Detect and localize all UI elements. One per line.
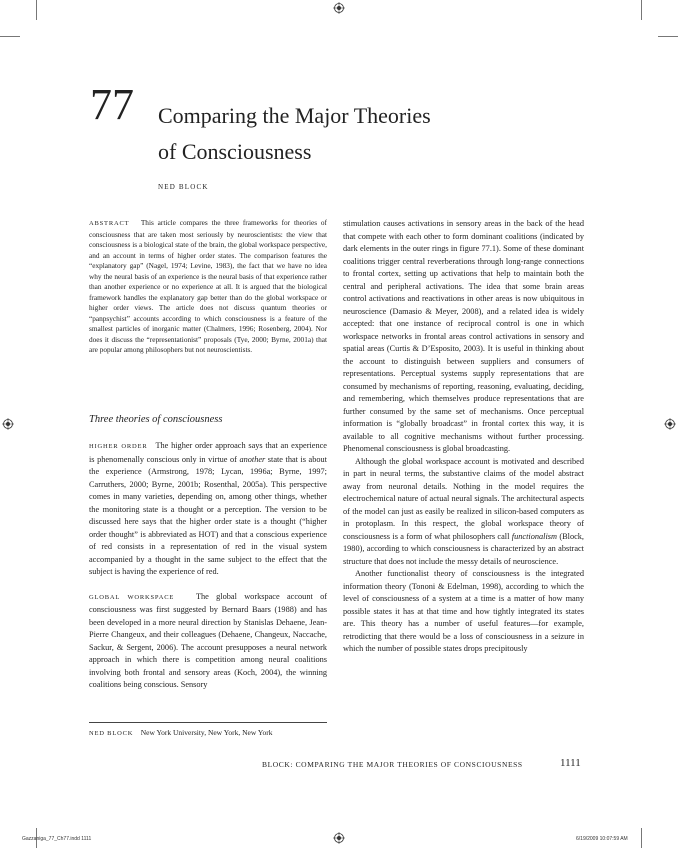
registration-mark-icon bbox=[664, 418, 676, 430]
right-paragraph-3: Another functionalist theory of consciousness is the integrated information theory (Tononi & Edelman, 1998), according to which the level of consciousness of a system at a time is a matter of how many possible states it has at that time and how tightly integrated its states are. This theory has a number of useful features—for example, retrodicting that there would be a loss of consciousness in a seizure in which the number of possible states drops precipitously bbox=[343, 569, 584, 653]
left-column bbox=[89, 218, 327, 692]
right-paragraph-2-emphasis: functionalism bbox=[511, 531, 557, 541]
footnote-rule bbox=[89, 722, 327, 723]
higher-order-paragraph bbox=[89, 440, 327, 579]
abstract-label: ABSTRACT bbox=[89, 220, 130, 227]
registration-mark-icon bbox=[2, 418, 14, 430]
abstract bbox=[89, 218, 327, 356]
higher-order-text-a: The higher order approach says that an experience is phenomenally conscious only in virtue of bbox=[89, 441, 327, 464]
registration-mark-icon bbox=[333, 832, 345, 844]
page-number: 1111 bbox=[560, 757, 581, 769]
higher-order-emphasis: another bbox=[239, 454, 266, 464]
author-name: NED BLOCK bbox=[158, 183, 209, 191]
abstract-text: This article compares the three frameworks for theories of consciousness that are taken most seriously by neuroscientists: the view that consciousness is a biological state of the brain, the global workspace perspective, and an account in terms of higher order states. The comparison features the “explanatory gap” (Nagel, 1974; Levine, 1983), the fact that we have no idea why the neural basis of an experience is the neural basis of that experience rather than another experience or no experience at all. It is argued that the biological framework handles the explanatory gap better than do the global workspace or higher order views. The article does not discuss quantum theories or “panpsychist” accounts according to which consciousness is a feature of the smallest particles of inorganic matter (Chalmers, 1996; Rosenberg, 2004). Nor does it discuss the “representationist” proposals (Tye, 2000; Byrne, 2001a) that are popular among philosophers but not neuroscientists. bbox=[89, 218, 327, 354]
right-paragraph-2 bbox=[343, 456, 584, 569]
global-workspace-paragraph bbox=[89, 591, 327, 692]
footnote-label: NED BLOCK bbox=[89, 730, 134, 737]
higher-order-label: HIGHER ORDER bbox=[89, 443, 148, 450]
running-head: BLOCK: COMPARING THE MAJOR THEORIES OF CONSCIOUSNESS bbox=[262, 760, 523, 769]
crop-mark bbox=[0, 36, 20, 37]
global-workspace-label: GLOBAL WORKSPACE bbox=[89, 593, 175, 601]
slug-timestamp: 6/19/2009 10:07:59 AM bbox=[576, 836, 628, 842]
crop-mark bbox=[641, 828, 642, 848]
chapter-number: 77 bbox=[90, 80, 134, 129]
slug-file: Gazzaniga_77_Ch77.indd 1111 bbox=[22, 836, 92, 842]
chapter-title bbox=[158, 98, 518, 170]
global-workspace-text: The global workspace account of consciousness was first suggested by Bernard Baars (1988) and has been developed in a more neural direction by Stanislas Dehaene, Jean-Pierre Changeux, and their colleagues (Dehaene, Changeux, Naccache, Sackur, & Sergent, 2006). The account presupposes a neural network approach in which there is competition among neural coalitions involving both frontal and sensory areas (Koch, 2004), the winning coalitions being conscious. Sensory bbox=[89, 591, 327, 689]
section-heading: Three theories of consciousness bbox=[89, 413, 223, 425]
right-paragraph-2-text-a: Although the global workspace account is motivated and described in part in neural terms, the substantive claims of the model abstract away from neuronal details. Nothing in the model requires the electrochemical nature of actual neural signals. The architectural aspects of the model can just as easily be realized in silicon-based computers as in protoplasm. In this respect, the global workspace theory of consciousness is a form of what philosophers call bbox=[343, 456, 584, 541]
higher-order-text-b: state that is about the experience (Armstrong, 1978; Lycan, 1996a; Byrne, 1997; Carruthers, 2000; Byrne, 2001b; Rosenthal, 2005a). This perspective comes in many varieties, depending on, among other things, whether the monitoring state is a thought or a perception. The version to be discussed here says that the higher order state is a thought (“higher order thought” is abbreviated as HOT) and that a conscious experience of red consists in a representation of red in the visual system accompanied by a thought in the same subject to the effect that the subject is having the experience of red. bbox=[89, 454, 327, 576]
registration-mark-icon bbox=[333, 2, 345, 14]
footnote-text: New York University, New York, New York bbox=[140, 728, 273, 737]
right-column bbox=[343, 218, 584, 656]
crop-mark bbox=[36, 0, 37, 20]
chapter-title-line-2: of Consciousness bbox=[158, 139, 312, 164]
right-paragraph-1: stimulation causes activations in sensory areas in the back of the head that compete with each other to form dominant coalitions (indicated by dark elements in the outer rings in figure 77.1). Some of these dominant coalitions trigger central reverberations through long-range connections to frontal cortex, setting up activations that help to maintain both the central and peripheral activations. The idea that some brain areas control activations and reactivations in other areas is now ubiquitous in neuroscience (Damasio & Meyer, 2008), and a related idea is widely accepted: that one instance of reciprocal control is one in which workspace networks in frontal areas control activations in sensory and spatial areas (Curtis & D’Esposito, 2003). It is useful in thinking about the account to distinguish between suppliers and consumers of representations. Perceptual systems supply representations that are consumed by mechanisms of reporting, reasoning, evaluating, deciding, and remembering, which themselves produce representations that are further consumed by the same set of mechanisms. Once perceptual information is “globally broadcast” in frontal cortex this way, it is available to all cognitive mechanisms without further processing. Phenomenal consciousness is global broadcasting. bbox=[343, 219, 584, 453]
footnote bbox=[89, 728, 273, 737]
crop-mark bbox=[641, 0, 642, 20]
chapter-title-line-1: Comparing the Major Theories bbox=[158, 103, 431, 128]
crop-mark bbox=[658, 36, 678, 37]
right-paragraph-2-text-b: (Block, 1980), according to which consciousness is characterized by an abstract structure that does not include the messy details of neuroscience. bbox=[343, 531, 585, 566]
